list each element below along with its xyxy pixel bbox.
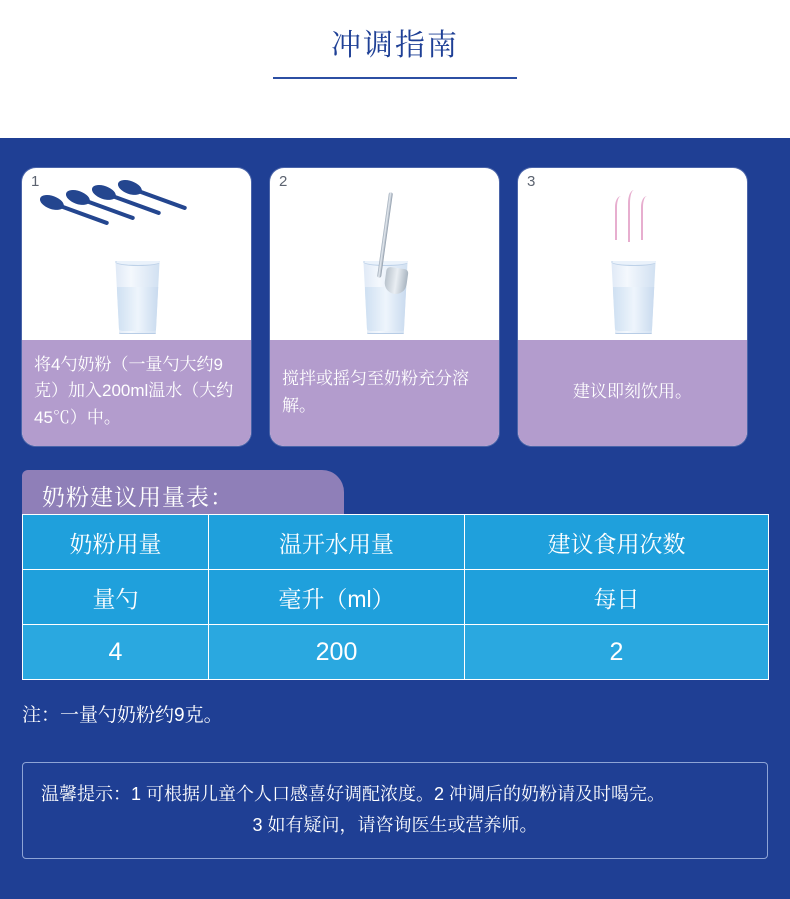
page-header <box>0 0 790 79</box>
table-footnote: 注：一量勺奶粉约9克。 <box>22 705 223 726</box>
tips-line-1: 温馨提示：1 可根据儿童个人口感喜好调配浓度。2 冲调后的奶粉请及时喝完。 <box>41 784 666 804</box>
table-col-header-frequency: 建议食用次数 <box>465 515 769 570</box>
table-value-frequency: 2 <box>465 625 769 680</box>
table-row-headers <box>23 515 769 570</box>
table-unit-powder: 量勺 <box>23 570 209 625</box>
steam-icon <box>611 190 655 248</box>
tips-line-2: 3 如有疑问，请咨询医生或营养师。 <box>252 814 538 835</box>
table-row-units <box>23 570 769 625</box>
dosage-table-block <box>22 470 768 680</box>
step-illustration-3 <box>518 168 747 340</box>
step-illustration-1 <box>22 168 251 340</box>
table-value-powder: 4 <box>23 625 209 680</box>
step-number-3: 3 <box>527 173 536 190</box>
tips-box <box>22 762 768 859</box>
step-caption-2: 搅拌或摇匀至奶粉充分溶解。 <box>270 340 499 446</box>
table-col-header-water: 温开水用量 <box>209 515 465 570</box>
page-title: 冲调指南 <box>331 29 459 62</box>
step-caption-1: 将4勺奶粉（一量勺大约9克）加入200ml温水（大约45℃）中。 <box>22 340 251 446</box>
step-number-2: 2 <box>279 173 288 190</box>
step-illustration-2 <box>270 168 499 340</box>
heading-text: 奶粉建议用量表： <box>42 484 234 510</box>
title-divider <box>273 77 517 79</box>
step-caption-3: 建议即刻饮用。 <box>518 340 747 446</box>
dosage-table <box>22 514 769 680</box>
steps-row <box>22 168 768 446</box>
water-glass-icon <box>114 261 162 334</box>
step-number-1: 1 <box>31 173 40 190</box>
step-card-3 <box>518 168 747 446</box>
table-col-header-powder: 奶粉用量 <box>23 515 209 570</box>
table-row-values <box>23 625 769 680</box>
water-glass-icon <box>610 261 658 334</box>
step-card-1 <box>22 168 251 446</box>
table-value-water: 200 <box>209 625 465 680</box>
step-card-2 <box>270 168 499 446</box>
table-unit-frequency: 每日 <box>465 570 769 625</box>
table-unit-water: 毫升（ml） <box>209 570 465 625</box>
measuring-spoons-icon <box>38 190 188 236</box>
dosage-table-heading <box>22 470 768 514</box>
